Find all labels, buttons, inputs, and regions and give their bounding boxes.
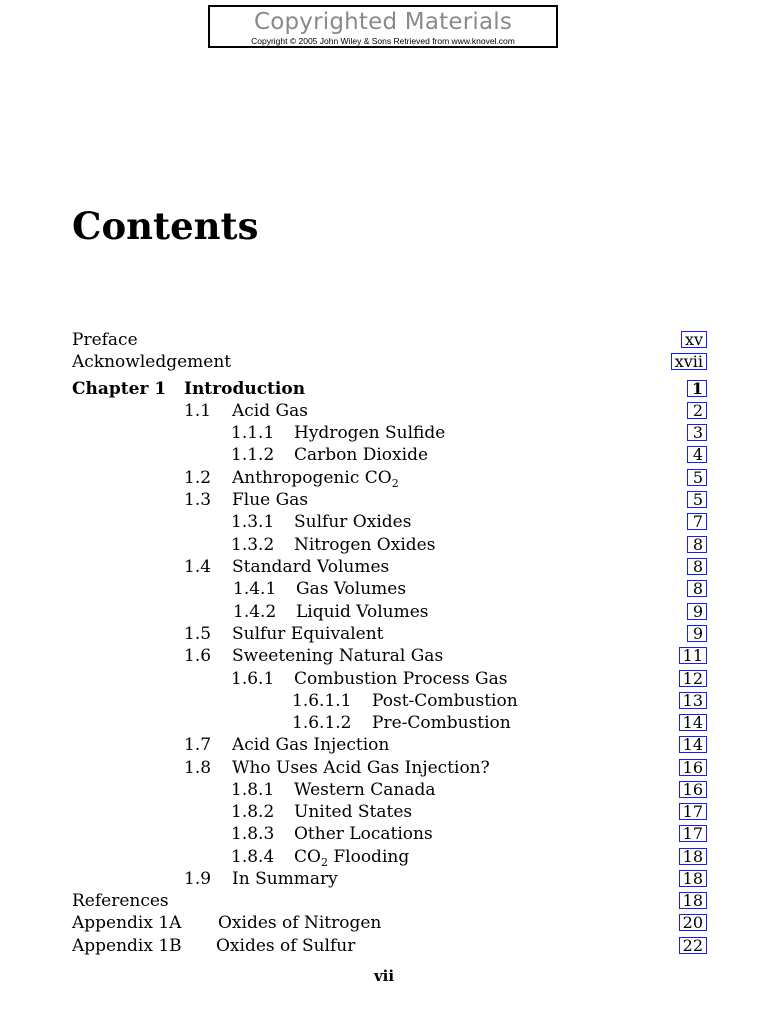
toc-entry-title-text: Liquid Volumes — [296, 602, 429, 622]
toc-entry — [0, 868, 768, 890]
toc-entry-title-text: Preface — [72, 330, 138, 350]
toc-entry-title-text: CO — [294, 847, 321, 867]
toc-entry — [0, 534, 768, 556]
toc-entry-title — [294, 823, 433, 845]
toc-entry-title-text: Nitrogen Oxides — [294, 535, 436, 555]
toc-entry — [0, 912, 768, 934]
toc-entry-title — [294, 846, 409, 868]
toc-entry-subscript: 2 — [391, 477, 399, 490]
contents-heading: Contents — [72, 204, 259, 248]
toc-entry-title — [232, 623, 384, 645]
toc-entry — [0, 511, 768, 533]
toc-entry-number: Appendix 1A — [72, 913, 182, 933]
toc-entry-title — [72, 329, 138, 351]
toc-entry-title — [232, 734, 389, 756]
toc-page-link[interactable]: 1 — [687, 380, 707, 397]
toc-entry — [0, 734, 768, 756]
toc-page-link[interactable]: 20 — [679, 914, 707, 931]
toc-entry-title — [294, 534, 435, 556]
toc-entry-title-text: Flue Gas — [232, 490, 309, 510]
toc-entry — [0, 378, 768, 400]
toc-entry — [0, 846, 768, 868]
toc-page-link[interactable]: 11 — [679, 647, 707, 664]
toc-page-link[interactable]: 3 — [687, 424, 707, 441]
toc-entry-title-text: Acid Gas — [232, 401, 308, 421]
toc-page-link[interactable]: xvii — [671, 353, 707, 370]
toc-entry — [0, 400, 768, 422]
toc-entry-title — [216, 935, 355, 957]
toc-entry-number: 1.3.1 — [231, 512, 275, 532]
toc-page-link[interactable]: 8 — [687, 536, 707, 553]
toc-page-link[interactable]: 8 — [687, 558, 707, 575]
toc-page-link[interactable]: 16 — [679, 781, 707, 798]
toc-entry-number: 1.4 — [184, 557, 212, 577]
toc-entry — [0, 935, 768, 957]
toc-page-link[interactable]: 17 — [679, 825, 707, 842]
toc-entry-title-text: Sulfur Equivalent — [232, 624, 384, 644]
toc-page-link[interactable]: 18 — [679, 848, 707, 865]
toc-entry-title — [296, 601, 429, 623]
toc-entry-number: 1.3 — [184, 490, 212, 510]
toc-entry — [0, 823, 768, 845]
toc-entry — [0, 329, 768, 351]
toc-entry — [0, 668, 768, 690]
toc-page-link[interactable]: 9 — [687, 603, 707, 620]
toc-page-link[interactable]: 18 — [679, 892, 707, 909]
toc-entry — [0, 757, 768, 779]
toc-entry — [0, 890, 768, 912]
toc-entry — [0, 556, 768, 578]
toc-page-link[interactable]: 7 — [687, 513, 707, 530]
toc-page-link[interactable]: 14 — [679, 736, 707, 753]
toc-entry-title-text: Post-Combustion — [372, 691, 518, 711]
toc-entry-title-text: Sweetening Natural Gas — [232, 646, 444, 666]
toc-page-link[interactable]: 17 — [679, 803, 707, 820]
toc-entry-title — [232, 400, 308, 422]
toc-entry-title — [294, 422, 445, 444]
toc-entry-title-text: Western Canada — [294, 780, 436, 800]
toc-entry-number: 1.8.3 — [231, 824, 275, 844]
toc-entry-title — [232, 757, 490, 779]
toc-entry-number: 1.1.2 — [231, 445, 275, 465]
toc-entry-title — [232, 467, 399, 489]
toc-entry-number: 1.8 — [184, 758, 212, 778]
toc-entry-title-text: Other Locations — [294, 824, 433, 844]
toc-entry-title — [72, 890, 169, 912]
toc-entry — [0, 801, 768, 823]
toc-entry-subscript: 2 — [320, 856, 328, 869]
toc-entry-number: 1.8.2 — [231, 802, 275, 822]
toc-page-link[interactable]: 12 — [679, 670, 707, 687]
toc-page-link[interactable]: 2 — [687, 402, 707, 419]
toc-entry-number: Chapter 1 — [72, 379, 167, 399]
toc-entry-title-text: Oxides of Nitrogen — [218, 913, 382, 933]
toc-entry-title-text: Oxides of Sulfur — [216, 936, 356, 956]
toc-entry-title-text: Pre-Combustion — [372, 713, 511, 733]
toc-entry-title — [294, 511, 411, 533]
banner-subtitle: Copyright © 2005 John Wiley & Sons Retrieved from www.knovel.com — [251, 36, 515, 46]
toc-entry-title — [218, 912, 381, 934]
toc-entry — [0, 645, 768, 667]
toc-entry-title-text: Acid Gas Injection — [232, 735, 390, 755]
toc-entry-number: 1.6 — [184, 646, 212, 666]
toc-entry-number: Appendix 1B — [72, 936, 182, 956]
toc-entry-number: 1.7 — [184, 735, 212, 755]
toc-entry-title — [294, 444, 428, 466]
toc-entry-title-text: Standard Volumes — [232, 557, 390, 577]
toc-entry-title — [232, 868, 338, 890]
toc-entry — [0, 779, 768, 801]
toc-page-link[interactable]: 14 — [679, 714, 707, 731]
page-number: vii — [373, 967, 395, 985]
toc-entry — [0, 351, 768, 373]
toc-entry-number: 1.6.1.2 — [292, 713, 352, 733]
toc-entry-title — [294, 779, 436, 801]
toc-entry — [0, 712, 768, 734]
toc-entry-number: 1.4.1 — [233, 579, 277, 599]
toc-entry-number: 1.1.1 — [231, 423, 275, 443]
toc-entry-title-text: Anthropogenic CO — [232, 468, 392, 488]
copyright-banner — [208, 5, 558, 48]
toc-page-link[interactable]: 5 — [687, 491, 707, 508]
toc-page-link[interactable]: 8 — [687, 580, 707, 597]
toc-entry-title — [232, 489, 308, 511]
toc-page-link[interactable]: 18 — [679, 870, 707, 887]
toc-entry-title-text: Carbon Dioxide — [294, 445, 429, 465]
toc-entry-title-text: In Summary — [232, 869, 338, 889]
toc-entry-title — [372, 690, 518, 712]
toc-page-link[interactable]: 5 — [687, 469, 707, 486]
toc-entry-title — [372, 712, 511, 734]
toc-entry-number: 1.8.4 — [231, 847, 275, 867]
toc-entry-title — [232, 556, 389, 578]
toc-entry-title — [294, 801, 412, 823]
toc-entry-title-text: Combustion Process Gas — [294, 669, 508, 689]
toc-page-link[interactable]: 4 — [687, 446, 707, 463]
toc-entry-title — [294, 668, 507, 690]
toc-entry-title-text: Acknowledgement — [72, 352, 232, 372]
toc-page-link[interactable]: 9 — [687, 625, 707, 642]
toc-entry-number: 1.6.1 — [231, 669, 275, 689]
toc-entry-title-text: Who Uses Acid Gas Injection? — [232, 758, 490, 778]
toc-page-link[interactable]: 16 — [679, 759, 707, 776]
toc-entry-title-suffix: Flooding — [327, 847, 410, 867]
toc-entry-title — [232, 645, 443, 667]
toc-entry-number: 1.5 — [184, 624, 212, 644]
toc-entry-number: 1.3.2 — [231, 535, 275, 555]
toc-entry — [0, 578, 768, 600]
toc-entry — [0, 444, 768, 466]
toc-entry-title-text: Sulfur Oxides — [294, 512, 412, 532]
toc-entry-title-text: Hydrogen Sulfide — [294, 423, 446, 443]
toc-entry-number: 1.8.1 — [231, 780, 275, 800]
toc-page-link[interactable]: 22 — [679, 937, 707, 954]
toc-entry-number: 1.6.1.1 — [292, 691, 352, 711]
toc-entry — [0, 467, 768, 489]
toc-entry — [0, 489, 768, 511]
toc-page-link[interactable]: 13 — [679, 692, 707, 709]
toc-entry-title-text: Gas Volumes — [296, 579, 407, 599]
toc-entry-title — [72, 351, 231, 373]
toc-entry-title-text: References — [72, 891, 169, 911]
toc-entry-title — [296, 578, 406, 600]
toc-entry-number: 1.9 — [184, 869, 212, 889]
toc-entry — [0, 623, 768, 645]
banner-title: Copyrighted Materials — [253, 9, 513, 35]
toc-entry-title-text: Introduction — [184, 379, 306, 399]
toc-entry-number: 1.2 — [184, 468, 212, 488]
toc-entry-number: 1.4.2 — [233, 602, 277, 622]
toc-entry — [0, 601, 768, 623]
toc-entry-title-text: United States — [294, 802, 413, 822]
toc-entry — [0, 422, 768, 444]
toc-entry-number: 1.1 — [184, 401, 212, 421]
toc-entry-title — [184, 378, 305, 400]
toc-entry — [0, 690, 768, 712]
toc-page-link[interactable]: xv — [681, 331, 707, 348]
